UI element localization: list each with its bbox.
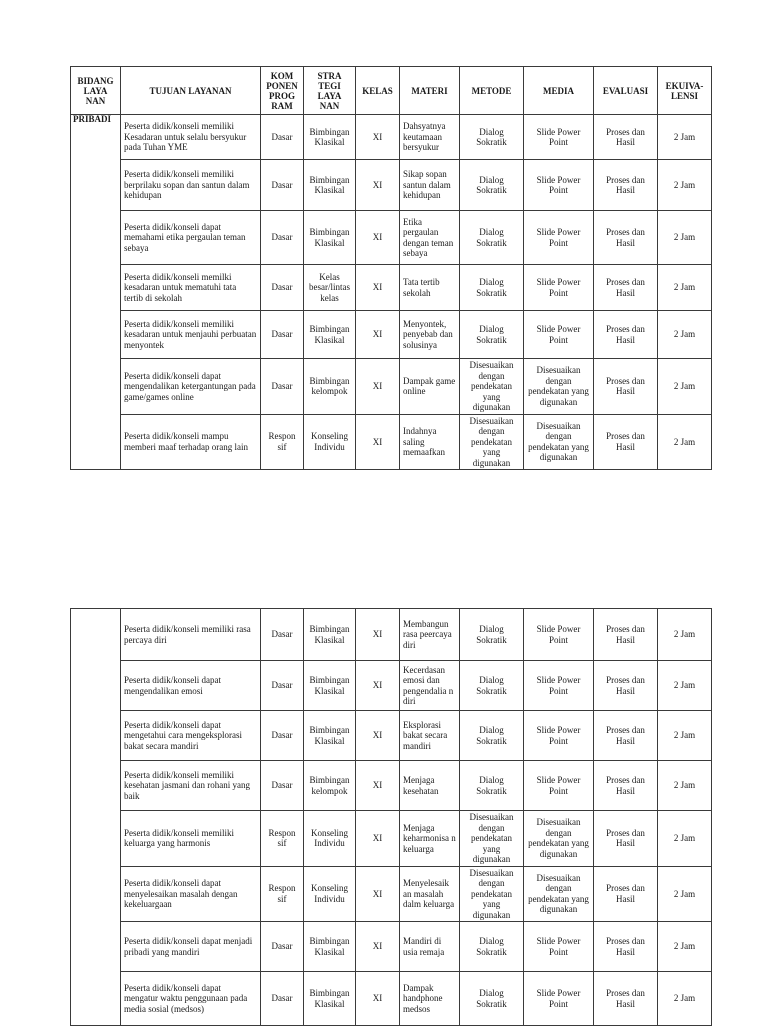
cell-komponen-program: Dasar <box>261 311 304 359</box>
cell-materi: Sikap sopan santun dalam kehidupan <box>400 160 460 211</box>
cell-tujuan-layanan: Peserta didik/konseli memiliki keluarga yang harmonis <box>121 811 261 867</box>
cell-ekuivalensi: 2 Jam <box>658 866 712 922</box>
cell-kelas: XI <box>356 359 400 415</box>
cell-evaluasi: Proses dan Hasil <box>594 414 658 470</box>
cell-strategi-layanan: Bimbingan Klasikal <box>304 922 356 972</box>
cell-evaluasi: Proses dan Hasil <box>594 115 658 160</box>
cell-evaluasi: Proses dan Hasil <box>594 211 658 265</box>
table-row <box>71 115 712 160</box>
cell-tujuan-layanan: Peserta didik/konseli dapat mengendalikan emosi <box>121 661 261 711</box>
cell-tujuan-layanan: Peserta didik/konseli memilki kesadaran untuk mematuhi tata tertib di sekolah <box>121 265 261 311</box>
cell-evaluasi: Proses dan Hasil <box>594 761 658 811</box>
table-row <box>71 711 712 761</box>
table-row <box>71 311 712 359</box>
cell-kelas: XI <box>356 414 400 470</box>
cell-tujuan-layanan: Peserta didik/konseli dapat mengendalikan ketergantungan pada game/games online <box>121 359 261 415</box>
cell-strategi-layanan: Bimbingan Klasikal <box>304 115 356 160</box>
cell-evaluasi: Proses dan Hasil <box>594 922 658 972</box>
cell-ekuivalensi: 2 Jam <box>658 922 712 972</box>
cell-metode: Disesuaikan dengan pendekatan yang digunakan <box>460 359 524 415</box>
cell-strategi-layanan: Bimbingan Klasikal <box>304 972 356 1026</box>
cell-komponen-program: Dasar <box>261 211 304 265</box>
cell-materi: Membangun rasa peercaya diri <box>400 609 460 661</box>
cell-strategi-layanan: Bimbingan Klasikal <box>304 711 356 761</box>
cell-materi: Indahnya saling memaafkan <box>400 414 460 470</box>
cell-ekuivalensi: 2 Jam <box>658 661 712 711</box>
cell-evaluasi: Proses dan Hasil <box>594 311 658 359</box>
cell-materi: Kecerdasan emosi dan pengendalia n diri <box>400 661 460 711</box>
table-row <box>71 265 712 311</box>
cell-ekuivalensi: 2 Jam <box>658 211 712 265</box>
cell-media: Slide Power Point <box>524 761 594 811</box>
cell-ekuivalensi: 2 Jam <box>658 311 712 359</box>
header-komponen-program: KOM PONEN PROG RAM <box>261 67 304 115</box>
cell-materi: Mandiri di usia remaja <box>400 922 460 972</box>
table-row <box>71 359 712 415</box>
cell-komponen-program: Respon sif <box>261 414 304 470</box>
cell-metode: Dialog Sokratik <box>460 160 524 211</box>
cell-kelas: XI <box>356 922 400 972</box>
cell-media: Disesuaikan dengan pendekatan yang digunakan <box>524 359 594 415</box>
cell-metode: Dialog Sokratik <box>460 211 524 265</box>
cell-tujuan-layanan: Peserta didik/konseli mampu memberi maaf terhadap orang lain <box>121 414 261 470</box>
cell-tujuan-layanan: Peserta didik/konseli dapat mengatur waktu penggunaan pada media sosial (medsos) <box>121 972 261 1026</box>
cell-materi: Dahsyatnya keutamaan bersyukur <box>400 115 460 160</box>
header-kelas: KELAS <box>356 67 400 115</box>
cell-strategi-layanan: Bimbingan Klasikal <box>304 211 356 265</box>
cell-media: Slide Power Point <box>524 311 594 359</box>
cell-kelas: XI <box>356 160 400 211</box>
cell-kelas: XI <box>356 711 400 761</box>
cell-ekuivalensi: 2 Jam <box>658 115 712 160</box>
cell-ekuivalensi: 2 Jam <box>658 972 712 1026</box>
cell-kelas: XI <box>356 811 400 867</box>
cell-materi: Menjaga kesehatan <box>400 761 460 811</box>
header-bidang-layanan: BIDANG LAYA NAN <box>71 67 121 115</box>
cell-metode: Dialog Sokratik <box>460 972 524 1026</box>
cell-strategi-layanan: Bimbingan Klasikal <box>304 661 356 711</box>
cell-tujuan-layanan: Peserta didik/konseli dapat menjadi pribadi yang mandiri <box>121 922 261 972</box>
cell-metode: Disesuaikan dengan pendekatan yang digunakan <box>460 811 524 867</box>
cell-metode: Dialog Sokratik <box>460 265 524 311</box>
cell-materi: Etika pergaulan dengan teman sebaya <box>400 211 460 265</box>
cell-ekuivalensi: 2 Jam <box>658 811 712 867</box>
table-row <box>71 972 712 1026</box>
table-row <box>71 414 712 470</box>
cell-ekuivalensi: 2 Jam <box>658 160 712 211</box>
cell-media: Slide Power Point <box>524 922 594 972</box>
cell-tujuan-layanan: Peserta didik/konseli memiliki berprilaku sopan dan santun dalam kehidupan <box>121 160 261 211</box>
cell-media: Disesuaikan dengan pendekatan yang digunakan <box>524 866 594 922</box>
cell-komponen-program: Dasar <box>261 711 304 761</box>
header-tujuan-layanan: TUJUAN LAYANAN <box>121 67 261 115</box>
cell-materi: Menyontek, penyebab dan solusinya <box>400 311 460 359</box>
cell-media: Slide Power Point <box>524 609 594 661</box>
table-row <box>71 866 712 922</box>
cell-bidang-layanan: PRIBADI <box>71 115 121 470</box>
cell-evaluasi: Proses dan Hasil <box>594 866 658 922</box>
cell-komponen-program: Dasar <box>261 265 304 311</box>
table-row <box>71 609 712 661</box>
cell-komponen-program: Dasar <box>261 761 304 811</box>
cell-strategi-layanan: Bimbingan Klasikal <box>304 609 356 661</box>
cell-strategi-layanan: Bimbingan kelompok <box>304 761 356 811</box>
header-materi: MATERI <box>400 67 460 115</box>
cell-media: Slide Power Point <box>524 211 594 265</box>
table-header-row <box>71 67 712 115</box>
cell-materi: Menjaga keharmonisa n keluarga <box>400 811 460 867</box>
cell-komponen-program: Dasar <box>261 115 304 160</box>
cell-media: Disesuaikan dengan pendekatan yang digunakan <box>524 414 594 470</box>
cell-kelas: XI <box>356 972 400 1026</box>
cell-metode: Disesuaikan dengan pendekatan yang digunakan <box>460 866 524 922</box>
cell-media: Slide Power Point <box>524 711 594 761</box>
header-strategi-layanan: STRA TEGI LAYA NAN <box>304 67 356 115</box>
header-metode: METODE <box>460 67 524 115</box>
cell-materi: Eksplorasi bakat secara mandiri <box>400 711 460 761</box>
cell-media: Slide Power Point <box>524 972 594 1026</box>
cell-tujuan-layanan: Peserta didik/konseli memiliki kesehatan jasmani dan rohani yang baik <box>121 761 261 811</box>
cell-kelas: XI <box>356 661 400 711</box>
cell-media: Slide Power Point <box>524 115 594 160</box>
table-row <box>71 922 712 972</box>
cell-evaluasi: Proses dan Hasil <box>594 811 658 867</box>
cell-media: Disesuaikan dengan pendekatan yang digunakan <box>524 811 594 867</box>
cell-ekuivalensi: 2 Jam <box>658 265 712 311</box>
cell-metode: Dialog Sokratik <box>460 311 524 359</box>
cell-metode: Dialog Sokratik <box>460 922 524 972</box>
cell-bidang-layanan <box>71 609 121 1026</box>
cell-kelas: XI <box>356 609 400 661</box>
cell-tujuan-layanan: Peserta didik/konseli memiliki Kesadaran untuk selalu bersyukur pada Tuhan YME <box>121 115 261 160</box>
cell-media: Slide Power Point <box>524 160 594 211</box>
cell-ekuivalensi: 2 Jam <box>658 609 712 661</box>
cell-komponen-program: Dasar <box>261 972 304 1026</box>
cell-tujuan-layanan: Peserta didik/konseli dapat menyelesaikan masalah dengan kekeluargaan <box>121 866 261 922</box>
header-evaluasi: EVALUASI <box>594 67 658 115</box>
cell-metode: Disesuaikan dengan pendekatan yang digunakan <box>460 414 524 470</box>
cell-metode: Dialog Sokratik <box>460 115 524 160</box>
cell-media: Slide Power Point <box>524 265 594 311</box>
cell-metode: Dialog Sokratik <box>460 661 524 711</box>
cell-ekuivalensi: 2 Jam <box>658 414 712 470</box>
table-row <box>71 761 712 811</box>
cell-ekuivalensi: 2 Jam <box>658 359 712 415</box>
cell-materi: Dampak handphone medsos <box>400 972 460 1026</box>
cell-kelas: XI <box>356 265 400 311</box>
cell-kelas: XI <box>356 211 400 265</box>
cell-kelas: XI <box>356 761 400 811</box>
header-ekuivalensi: EKUIVA- LENSI <box>658 67 712 115</box>
cell-metode: Dialog Sokratik <box>460 609 524 661</box>
cell-materi: Dampak game online <box>400 359 460 415</box>
cell-komponen-program: Dasar <box>261 359 304 415</box>
cell-evaluasi: Proses dan Hasil <box>594 359 658 415</box>
cell-tujuan-layanan: Peserta didik/konseli dapat mengetahui cara mengeksplorasi bakat secara mandiri <box>121 711 261 761</box>
cell-komponen-program: Dasar <box>261 160 304 211</box>
cell-komponen-program: Dasar <box>261 609 304 661</box>
cell-komponen-program: Respon sif <box>261 866 304 922</box>
cell-kelas: XI <box>356 311 400 359</box>
cell-komponen-program: Dasar <box>261 922 304 972</box>
cell-ekuivalensi: 2 Jam <box>658 761 712 811</box>
cell-metode: Dialog Sokratik <box>460 761 524 811</box>
cell-media: Slide Power Point <box>524 661 594 711</box>
program-table-page-2 <box>70 608 712 1026</box>
program-table-page-1 <box>70 66 712 470</box>
cell-tujuan-layanan: Peserta didik/konseli dapat memahami etika pergaulan teman sebaya <box>121 211 261 265</box>
cell-strategi-layanan: Bimbingan kelompok <box>304 359 356 415</box>
cell-evaluasi: Proses dan Hasil <box>594 661 658 711</box>
table-row <box>71 811 712 867</box>
table-row <box>71 211 712 265</box>
cell-strategi-layanan: Kelas besar/lintas kelas <box>304 265 356 311</box>
cell-strategi-layanan: Bimbingan Klasikal <box>304 160 356 211</box>
cell-kelas: XI <box>356 115 400 160</box>
cell-evaluasi: Proses dan Hasil <box>594 265 658 311</box>
table-row <box>71 661 712 711</box>
cell-komponen-program: Respon sif <box>261 811 304 867</box>
cell-evaluasi: Proses dan Hasil <box>594 160 658 211</box>
cell-kelas: XI <box>356 866 400 922</box>
cell-ekuivalensi: 2 Jam <box>658 711 712 761</box>
cell-evaluasi: Proses dan Hasil <box>594 972 658 1026</box>
cell-komponen-program: Dasar <box>261 661 304 711</box>
cell-materi: Menyelesaik an masalah dalm keluarga <box>400 866 460 922</box>
cell-strategi-layanan: Konseling Individu <box>304 866 356 922</box>
cell-metode: Dialog Sokratik <box>460 711 524 761</box>
cell-strategi-layanan: Bimbingan Klasikal <box>304 311 356 359</box>
cell-evaluasi: Proses dan Hasil <box>594 711 658 761</box>
cell-strategi-layanan: Konseling Individu <box>304 414 356 470</box>
cell-tujuan-layanan: Peserta didik/konseli memiliki kesadaran untuk menjauhi perbuatan menyontek <box>121 311 261 359</box>
cell-strategi-layanan: Konseling Individu <box>304 811 356 867</box>
header-media: MEDIA <box>524 67 594 115</box>
cell-evaluasi: Proses dan Hasil <box>594 609 658 661</box>
cell-materi: Tata tertib sekolah <box>400 265 460 311</box>
cell-tujuan-layanan: Peserta didik/konseli memiliki rasa percaya diri <box>121 609 261 661</box>
table-row <box>71 160 712 211</box>
